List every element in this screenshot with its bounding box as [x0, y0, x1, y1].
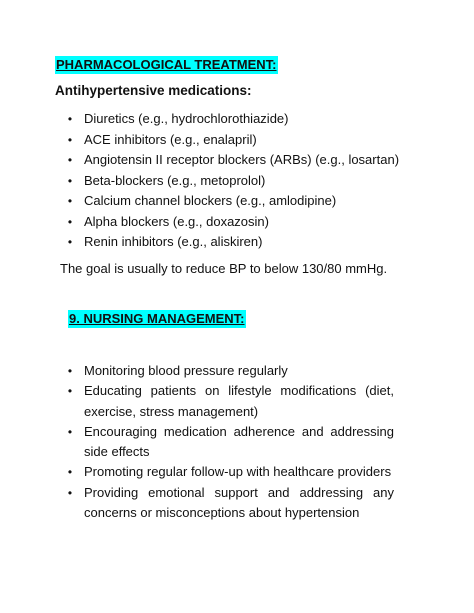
list-item — [64, 381, 394, 422]
bullet-icon: • — [67, 485, 73, 500]
bullet-icon: • — [67, 132, 73, 147]
list-item — [64, 130, 424, 151]
list-item-text: Encouraging medication adherence and addressing side effects — [84, 423, 394, 460]
subheading-antihypertensive-medications: Antihypertensive medications: — [55, 83, 252, 98]
section-heading-nursing-management: 9. NURSING MANAGEMENT: — [69, 311, 245, 326]
medication-list — [64, 109, 424, 253]
bullet-icon: • — [67, 214, 73, 229]
list-item — [64, 422, 394, 463]
list-item — [64, 361, 394, 381]
bullet-icon: • — [67, 194, 73, 208]
list-item — [64, 109, 424, 130]
list-item-text: Angiotensin II receptor blockers (ARBs) (e.g., losartan) — [84, 152, 400, 167]
list-item-text: Educating patients on lifestyle modifications (diet, exercise, stress management) — [84, 383, 394, 419]
bullet-icon: • — [67, 173, 73, 188]
list-item — [64, 212, 424, 233]
bullet-icon: • — [67, 235, 73, 249]
bullet-icon: • — [67, 384, 73, 399]
bullet-icon: • — [67, 153, 73, 167]
list-item-text: Providing emotional support and addressing any concerns or misconceptions about hypertension — [84, 484, 394, 521]
list-item — [64, 171, 424, 192]
bullet-icon: • — [67, 364, 73, 378]
list-item — [64, 191, 424, 212]
list-item-text: Alpha blockers (e.g., doxazosin) — [84, 213, 269, 229]
list-item-text: Renin inhibitors (e.g., aliskiren) — [84, 234, 263, 249]
list-item-text: Promoting regular follow-up with healthcare providers — [84, 464, 392, 480]
list-item — [64, 462, 394, 482]
treatment-goal-text: The goal is usually to reduce BP to below 130/80 mmHg. — [60, 261, 388, 276]
list-item-text: ACE inhibitors (e.g., enalapril) — [84, 131, 257, 147]
list-item — [64, 150, 424, 171]
bullet-icon: • — [67, 465, 73, 480]
list-item-text: Diuretics (e.g., hydrochlorothiazide) — [84, 111, 289, 126]
list-item — [64, 232, 424, 253]
list-item — [64, 483, 394, 524]
list-item-text: Beta-blockers (e.g., metoprolol) — [84, 172, 266, 188]
bullet-icon: • — [67, 424, 73, 439]
bullet-icon: • — [67, 112, 73, 126]
list-item-text: Calcium channel blockers (e.g., amlodipine) — [84, 193, 337, 208]
list-item-text: Monitoring blood pressure regularly — [84, 363, 288, 378]
nursing-management-list — [64, 361, 394, 523]
section-heading-pharmacological-treatment: PHARMACOLOGICAL TREATMENT: — [56, 57, 277, 72]
